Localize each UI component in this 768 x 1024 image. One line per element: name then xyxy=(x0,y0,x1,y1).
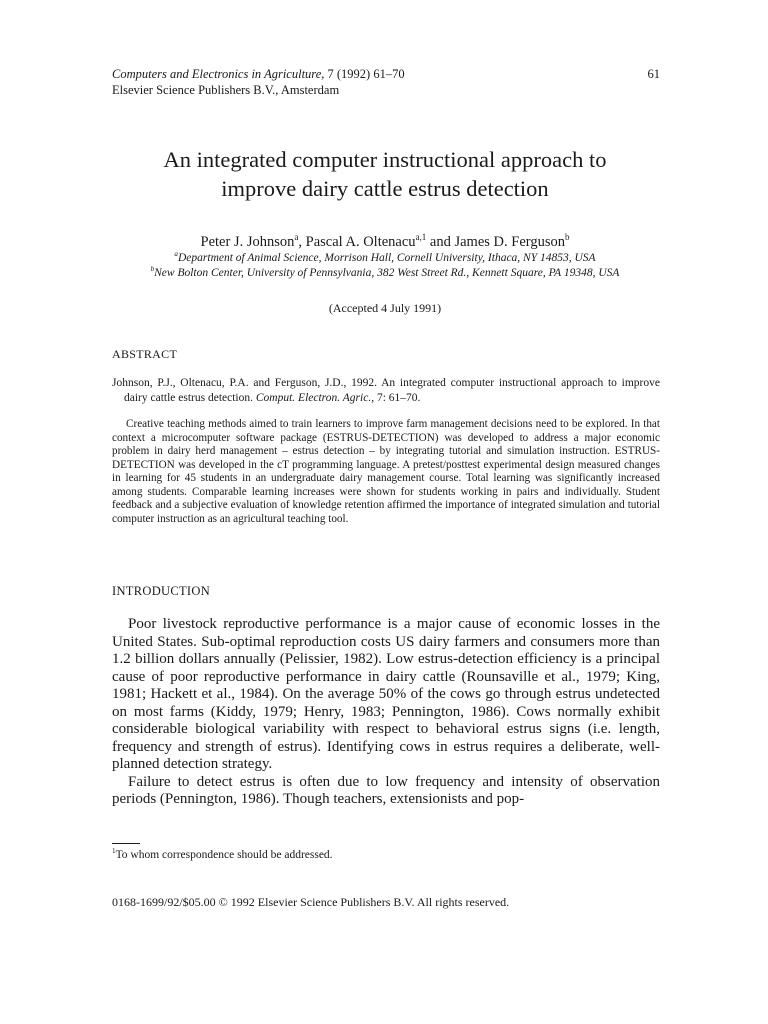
paragraph: Failure to detect estrus is often due to low frequency and intensity of observation periods (Pennington, 1986). Though teachers, extensionists and pop- xyxy=(112,773,660,807)
introduction-heading: INTRODUCTION xyxy=(112,584,211,598)
author-name: Pascal A. Oltenacu xyxy=(305,234,416,250)
author-name: and James D. Ferguson xyxy=(429,234,565,250)
journal-citation-line xyxy=(112,66,660,82)
author-name: Peter J. Johnson xyxy=(200,234,295,250)
citation-journal: Comput. Electron. Agric. xyxy=(255,392,372,404)
journal-name: Computers and Electronics in Agriculture, xyxy=(112,67,325,81)
affiliation-text: New Bolton Center, University of Pennsylvania, 382 West Street Rd., Kennett Square, PA 19348, USA xyxy=(154,266,620,279)
paragraph: Poor livestock reproductive performance is a major cause of economic losses in the United States. Sub-optimal reproduction costs US dairy farmers and consumers more than 1.2 billion dollars annually (Pelissier, 1982). Low estrus-detection efficiency is a principal cause of poor reproductive performance in dairy cattle (Rounsaville et al., 1979; King, 1981; Hackett et al., 1984). On the average 50% of the cows go through estrus undetected on most farms (Kiddy, 1979; Henry, 1983; Pennington, 1986). Cows normally exhibit considerable biological variability with respect to behavioral estrus signs (i.e. length, frequency and strength of estrus). Identifying cows in estrus requires a deliberate, well-planned detection strategy. xyxy=(112,616,660,772)
page-number: 61 xyxy=(647,67,660,81)
affiliation-mark: b xyxy=(150,264,155,273)
affiliation-text: Department of Animal Science, Morrison Hall, Cornell University, Ithaca, NY 14853, USA xyxy=(177,252,596,264)
publisher-line: Elsevier Science Publishers B.V., Amsterdam xyxy=(112,83,340,97)
affiliations xyxy=(100,251,670,280)
journal-volume: 7 (1992) 61–70 xyxy=(324,67,405,81)
title-line-1: An integrated computer instructional approach to xyxy=(163,147,607,172)
footnote-rule xyxy=(112,843,140,844)
running-header xyxy=(112,66,660,98)
title-line-2: improve dairy cattle estrus detection xyxy=(221,176,549,201)
accepted-date: (Accepted 4 July 1991) xyxy=(328,301,442,315)
footnote-text: To whom correspondence should be addressed. xyxy=(115,849,333,861)
author-list: Peter J. Johnson$^a$, Pascal A. Oltenacu$^{a,1}$ and James D. Ferguson$^b$ xyxy=(200,232,570,250)
affiliation-b xyxy=(100,266,670,281)
citation-text: Johnson, P.J., Oltenacu, P.A. and Ferguson, J.D., 1992. An integrated computer instructional approach to improve dairy cattle estrus detection. xyxy=(112,377,660,404)
abstract-body: Creative teaching methods aimed to train learners to improve farm management decisions need to be explored. In that context a microcomputer software package (ESTRUS-DETECTION) was developed to address a major economic problem in dairy herd management – estrus detection – by integrating tutorial and simulation instruction. ESTRUS-DETECTION was developed in the cT programming language. A pretest/posttest experimental design measured changes in learning for 45 students in an undergraduate dairy management course. Total learning was significantly increased among students. Comparable learning increases were shown for students working in pairs and individually. Student feedback and a subjective evaluation of knowledge retention affirmed the importance of integrated simulation and tutorial computer instruction as an agricultural teaching tool. xyxy=(112,418,660,525)
footnote xyxy=(112,848,333,862)
abstract-citation xyxy=(112,376,660,406)
affiliation-mark: a xyxy=(174,250,178,259)
introduction-body xyxy=(112,616,660,809)
abstract-heading: ABSTRACT xyxy=(112,347,178,361)
author-affiliation-mark: a xyxy=(294,232,299,243)
footnote-mark: 1 xyxy=(112,847,116,856)
copyright-line: 0168-1699/92/$05.00 © 1992 Elsevier Science Publishers B.V. All rights reserved. xyxy=(112,895,510,909)
article-title xyxy=(90,145,680,203)
citation-volume: , 7: 61–70. xyxy=(371,392,421,404)
author-affiliation-mark: a,1 xyxy=(415,232,427,243)
affiliation-a xyxy=(100,251,670,266)
author-affiliation-mark: b xyxy=(564,232,570,243)
